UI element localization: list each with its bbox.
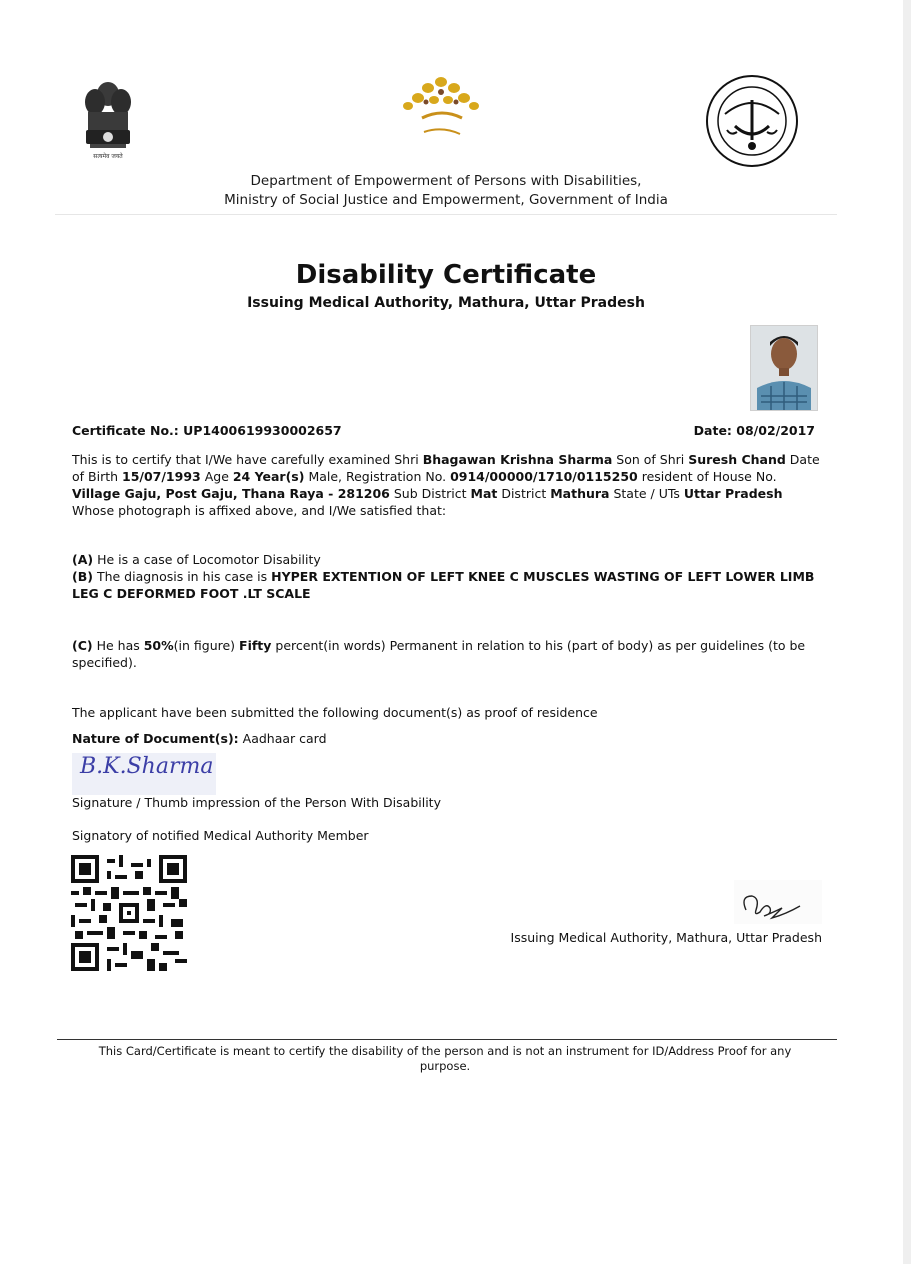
accessible-india-logo-icon (398, 72, 484, 150)
document-label: Nature of Document(s): (72, 731, 239, 746)
certificate-date (694, 423, 815, 438)
subdistrict-label: Sub District (389, 486, 471, 501)
percent-figure: 50% (143, 638, 174, 653)
age-label: Age (200, 469, 233, 484)
disability-details (72, 551, 822, 602)
certification-paragraph (72, 451, 822, 519)
footer-divider (57, 1039, 837, 1040)
item-c-text-2: (in figure) (173, 638, 240, 653)
registration-number: 0914/00000/1710/0115250 (450, 469, 638, 484)
issuing-authority-label: Issuing Medical Authority, Mathura, Uttar Pradesh (510, 930, 822, 945)
certificate-number (72, 423, 342, 438)
qr-code-icon (70, 855, 188, 971)
applicant-photo (750, 325, 818, 411)
footer-disclaimer: This Card/Certificate is meant to certify the disability of the person and is not an instrument for ID/Address Proof for any purpose. (98, 1044, 792, 1073)
department-heading (150, 172, 742, 210)
signatory-label: Signatory of notified Medical Authority Member (72, 828, 369, 843)
document-value: Aadhaar card (238, 731, 327, 746)
item-a-text: He is a case of Locomotor Disability (93, 552, 321, 567)
father-name: Suresh Chand (688, 452, 786, 467)
document-type (72, 730, 822, 747)
certificate-number-value: UP1400619930002657 (183, 423, 342, 438)
item-c-label: (C) (72, 638, 93, 653)
applicant-name: Bhagawan Krishna Sharma (422, 452, 613, 467)
page-subtitle: Issuing Medical Authority, Mathura, Uttar Pradesh (247, 295, 645, 311)
item-b-label: (B) (72, 569, 93, 584)
district-label: District (497, 486, 551, 501)
department-line-2: Ministry of Social Justice and Empowerment, Government of India (224, 192, 668, 208)
certificate-number-label: Certificate No.: (72, 423, 179, 438)
state-seal-icon (705, 74, 799, 168)
item-b-text: The diagnosis in his case is (92, 569, 272, 584)
authority-signature-icon (734, 880, 822, 924)
item-a-label: (A) (72, 552, 94, 567)
diagnosis-value: HYPER EXTENTION OF LEFT KNEE C MUSCLES WASTING OF LEFT LOWER LIMB LEG C DEFORMED FOOT .LT SCALE (72, 569, 815, 601)
gender-registration-label: Male, Registration No. (304, 469, 451, 484)
son-of-label: Son of Shri (612, 452, 689, 467)
person-photo-icon (751, 326, 817, 410)
item-c-text-1: He has (92, 638, 144, 653)
date-of-birth: 15/07/1993 (122, 469, 201, 484)
percent-words: Fifty (239, 638, 272, 653)
p1-intro: This is to certify that I/We have carefully examined Shri (72, 452, 423, 467)
header-divider (55, 214, 837, 215)
state-label: State / UTs (609, 486, 684, 501)
item-c-text-3: percent(in words) Permanent in relation to his (part of body) as per guidelines (to be specified). (72, 638, 806, 670)
resident-label: resident of House No. (637, 469, 777, 484)
applicant-signature: B.K.Sharma (80, 754, 214, 779)
signature-caption: Signature / Thumb impression of the Person With Disability (72, 795, 441, 810)
emblem-caption: सत्यमेव जयते (93, 153, 123, 160)
certificate-date-value: 08/02/2017 (736, 423, 815, 438)
age-value: 24 Year(s) (232, 469, 305, 484)
page-title: Disability Certificate (295, 260, 597, 290)
certificate-date-label: Date: (693, 423, 732, 438)
disability-percentage (72, 637, 822, 671)
dob-label: Date of Birth (72, 452, 820, 484)
department-line-1: Department of Empowerment of Persons with Disabilities, (250, 173, 642, 189)
page-edge-shade (903, 0, 911, 1264)
state-value: Uttar Pradesh (683, 486, 783, 501)
proof-of-residence-text: The applicant have been submitted the following document(s) as proof of residence (72, 705, 598, 720)
address-value: Village Gaju, Post Gaju, Thana Raya - 281206 (72, 486, 390, 501)
subdistrict-value: Mat (470, 486, 498, 501)
p1-end: Whose photograph is affixed above, and I/We satisfied that: (72, 503, 447, 518)
district-value: Mathura (550, 486, 610, 501)
